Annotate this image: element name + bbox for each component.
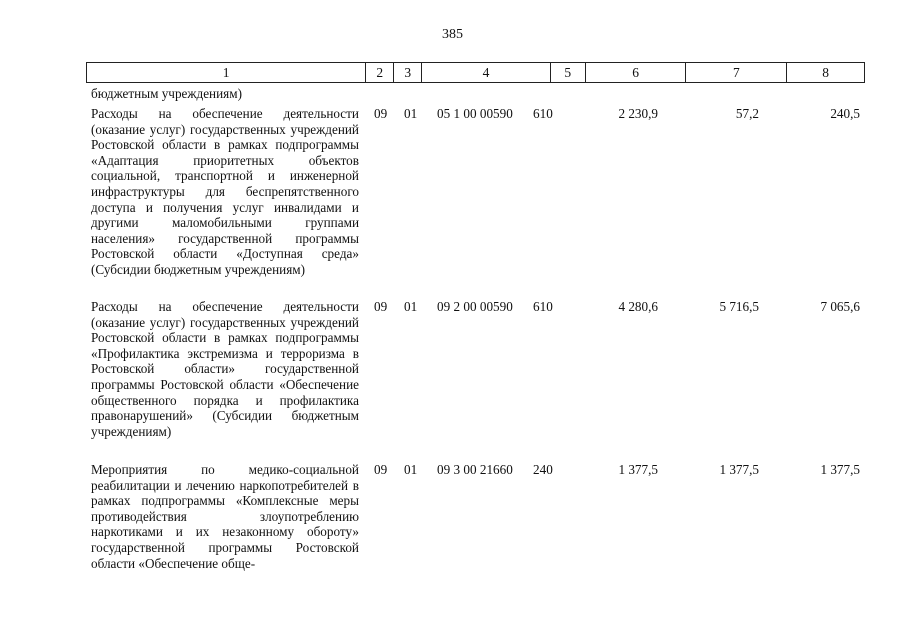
column-header-2: 2 (366, 63, 394, 82)
row-amount-col7: 57,2 (735, 106, 759, 121)
column-header-7: 7 (686, 63, 787, 82)
row-target-article: 09 3 00 21660 (437, 462, 513, 477)
row-expense-type: 610 (533, 299, 553, 314)
page-number: 385 (442, 27, 463, 42)
row-description: Мероприятия по медико-социальной реабилитации и лечению наркопотребителей в рамках подпрограммы «Комплексные меры противодействия злоупотреблению наркотиками и их незаконному обороту» государственной программы Ростовской области «Обеспечение обще- (91, 462, 359, 571)
row-amount-col8: 240,5 (830, 106, 860, 121)
row-amount-col7: 5 716,5 (719, 299, 759, 314)
continuation-text: бюджетным учреждениям) (91, 86, 242, 101)
row-section-code: 09 (374, 299, 388, 314)
column-header-1: 1 (87, 63, 366, 82)
column-header-4: 4 (422, 63, 551, 82)
row-target-article: 09 2 00 00590 (437, 299, 513, 314)
row-amount-col6: 1 377,5 (618, 462, 658, 477)
column-header-6: 6 (586, 63, 687, 82)
row-subsection-code: 01 (404, 462, 418, 477)
row-subsection-code: 01 (404, 106, 418, 121)
row-subsection-code: 01 (404, 299, 418, 314)
row-amount-col8: 1 377,5 (820, 462, 860, 477)
table-column-header-row (86, 62, 865, 83)
column-header-8: 8 (822, 65, 829, 80)
row-description: Расходы на обеспечение деятельности (оказание услуг) государственных учреждений Ростовской области в рамках подпрограммы «Адаптация приоритетных объектов социальной, транспортной и инженерной инфраструктуры для беспрепятственного доступа и получения услуг инвалидами и другими маломобильными группами населения» государственной программы Ростовской области «Доступная среда» (Субсидии бюджетным учреждениям) (91, 106, 359, 277)
column-header-3: 3 (394, 63, 422, 82)
row-section-code: 09 (374, 462, 388, 477)
row-expense-type: 240 (533, 462, 553, 477)
row-amount-col7: 1 377,5 (719, 462, 759, 477)
row-amount-col8: 7 065,6 (820, 299, 860, 314)
row-section-code: 09 (374, 106, 388, 121)
row-amount-col6: 2 230,9 (618, 106, 658, 121)
row-expense-type: 610 (533, 106, 553, 121)
row-description: Расходы на обеспечение деятельности (оказание услуг) государственных учреждений Ростовской области в рамках подпрограммы «Профилактика экстремизма и терроризма в Ростовской области» государственной программы Ростовской области «Обеспечение общественного порядка и профилактика правонарушений» (Субсидии бюджетным учреждениям) (91, 299, 359, 439)
column-header-5: 5 (551, 63, 586, 82)
row-target-article: 05 1 00 00590 (437, 106, 513, 121)
row-amount-col6: 4 280,6 (618, 299, 658, 314)
